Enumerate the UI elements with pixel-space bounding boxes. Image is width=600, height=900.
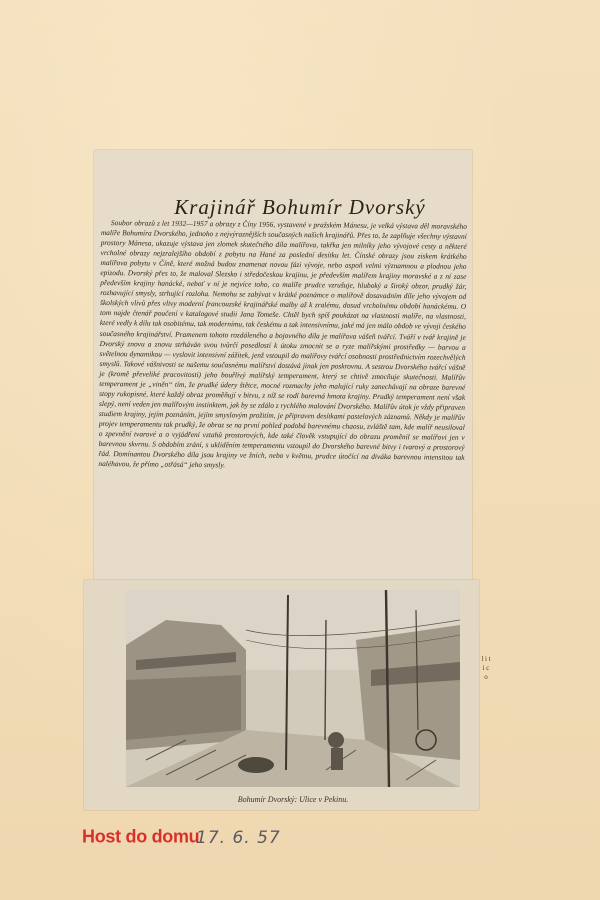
article-title: Krajinář Bohumír Dvorský xyxy=(174,195,426,219)
source-stamp: Host do domu xyxy=(82,825,200,847)
street-sketch-image xyxy=(126,590,460,787)
photo-caption: Bohumír Dvorský: Ulice v Pekinu. xyxy=(237,795,349,804)
article-paragraph: Soubor obrazů z let 1932—1957 a obrazy z Číny 1956, vystavené v pražském Mánesu, je velká výstava děl moravského malíře Bohumíra Dvorského, jednoho z nejvýraznějších současných našich krajinářů. Přes to, že zaplňuje všechny výstavní prostory Mánesa, ukazuje výstava jen zlomek skutečného díla malířova, takřka jen milníky jeho vývojové cesty a některé vrcholné obrazy nejzralejšího období z pobytu na Hané za poslední desítku let. Čínské obrazy jsou ziskem krátkého malířova pobytu v Číně, které možná budou znamenat novou fázi vývoje, nebo aspoň velmi významnou a plodnou jeho epizodu. Dvorský přes to, že maloval Slezsko i středočeskou krajinu, je především malířem krajiny moravské a z ní zase především krajiny hanácké, neboť v ní je nejvíce toho, co malíře prudce vzrušuje, hluboký a široký obzor, prudký žár, rozhavující smysly, strhující rozloha. Nemohu se zabývat v krátké poznámce o malířově dosavadním díle jeho vývojem od školských vlivů přes vlivy moderní francouzské krajinářské malby až k zralému, dosud vrcholnému období hanáckému. O tom najde čtenář poučení v katalogové studii Jana Tomeše. Chtěl bych spíš poukázat na vlastnosti malíře, na vlastnosti, které vedly k dílu tak osobitému, tak modernímu, tak českému a tak intensivnímu, jaké má jen málo obdob ve vývoji českého současného krajinářství. Pramenem tohoto rozdáleného a bojovného díla je malířova vášeň tvářcí. Tváří v tvář krajině je Dvorský znovu a znovu strháván svou tvůrčí posedlostí k útoku zmocnit se a ryze malířskými prostředky — barvou a světelnou dynamikou — vyslovit intensivní zážitek, jenž vstoupil do malířovy tvářcí osobnosti prostřednictvím rozechvělých smyslů. Takové vášnivosti se našemu současnému malířství dostává jinak jen poskrovnu. A sestrou Dvorského tvářcí vášně je (kromě převeliké pracovitosti) jeho bouřlivý malířský temperament, který se chtivě zmocňuje skutečnosti. Malířův temperament je „viněn“ tím, že prudké údery štětce, mocné rozmachy jeho malující ruky zanechávají na obraze barevné stopy rukopisné, které každý obraz proměňují v bitvu, z níž se rodí barevná hmota krajiny. Prudký temperament není však slepý, není veden jen malířovým instinktem, jak by se zdálo z rychlého malování Dvorského. Malířův útok je vždy připraven studiem krajiny, jejím poznáním, jejím smyslovým prožitím, je připraven desítkami pastelových záznamů. Někdy je malířův projev temperamentu tak prudký, že obraz se na první pohled podobá barevnému chaosu, zvláště tam, kde malíř neusiloval o zpevnění tvarové a o vyjádření vztahů prostorových, kde také člověk vstupující do obrazu proměnil se malířovi jen v barevnou skvrnu. S obdobím zrání, s ukliděním temperamentu vstoupil do Dvorského barevné bitvy i tvarový a prostorový řád. Domínantou Dvorského díla jsou krajiny ve žních, nebo v květnu, prudce útočící na diváka barevnou intensitou tak naléhavou, že přímo „otřásá“ jeho smysly. xyxy=(98,218,467,470)
street-illustration xyxy=(126,590,460,787)
article-body xyxy=(98,218,467,473)
handwritten-date: 17. 6. 57 xyxy=(196,828,281,848)
side-margin-text: l i t i c o xyxy=(481,655,491,681)
